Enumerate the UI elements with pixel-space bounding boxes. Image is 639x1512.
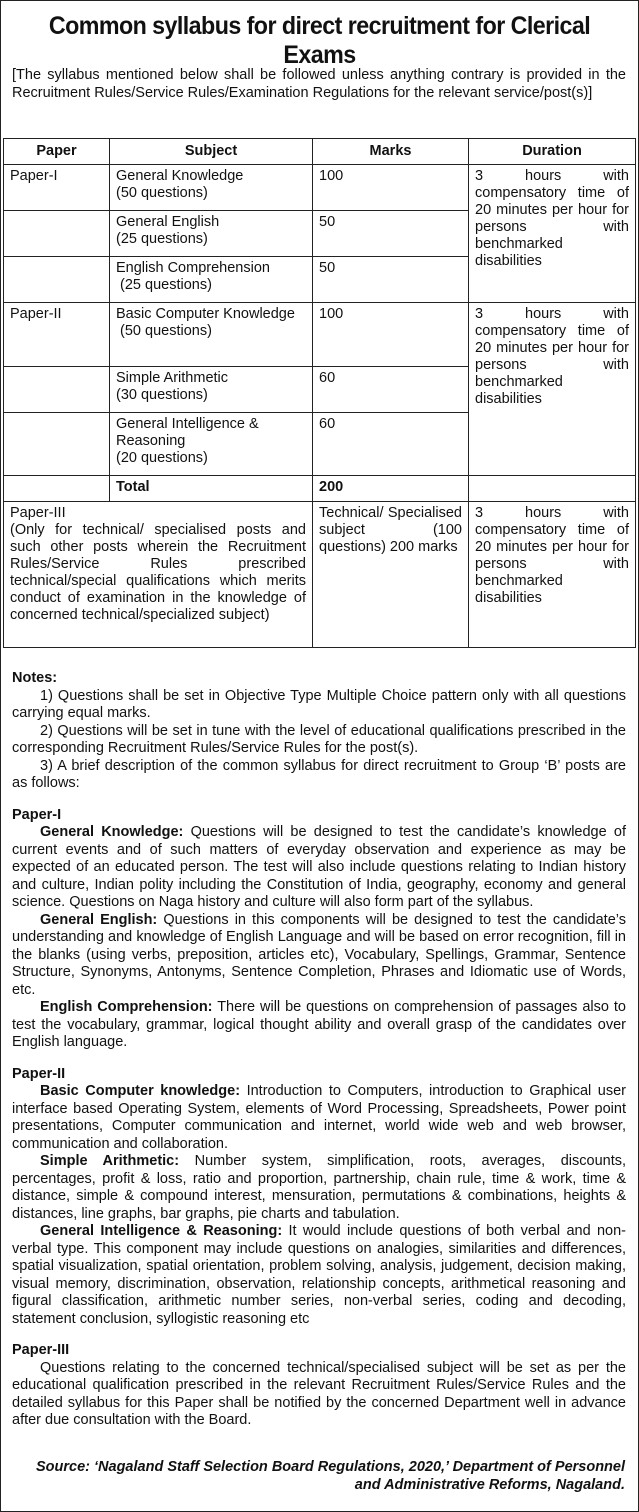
paper-label-empty <box>4 257 110 303</box>
subject-name: Basic Computer Knowledge <box>116 306 295 322</box>
notes-heading: Notes: <box>12 670 58 686</box>
paper3-description: (Only for technical/ specialised posts and such other posts wherein the Recruitment Rules/Service Rules prescribed technical/special qualifications which merits conduct of examination in the knowledge of concerned technical/specialized subject) <box>10 522 306 623</box>
paper3-cell <box>4 502 313 648</box>
paper-label: Paper-II <box>4 303 110 367</box>
subject-cell <box>110 367 313 413</box>
marks-cell: 100 <box>313 165 469 211</box>
english-comprehension-paragraph <box>12 999 626 1052</box>
table-row <box>4 502 636 648</box>
table-header-row <box>4 139 636 165</box>
subject-cell <box>110 413 313 476</box>
section-label: General Intelligence & Reasoning: <box>40 1223 283 1239</box>
marks-cell: 60 <box>313 413 469 476</box>
section-label: General English: <box>40 911 158 928</box>
header-subject: Subject <box>110 139 313 165</box>
table-row <box>4 165 636 211</box>
subject-cell <box>110 257 313 303</box>
question-count: (50 questions) <box>116 323 212 339</box>
total-label: Total <box>110 476 313 502</box>
marks-cell: 60 <box>313 367 469 413</box>
duration-cell: 3 hours with compensatory time of 20 minutes per hour for persons with benchmarked disabilities <box>469 303 636 476</box>
source-credit: Source: ‘Nagaland Staff Selection Board Regulations, 2020,’ Department of Personnel and Administrative Reforms, Nagaland. <box>36 1459 625 1493</box>
paper-label-empty <box>4 367 110 413</box>
paper-label-empty <box>4 211 110 257</box>
basic-computer-paragraph <box>12 1083 626 1153</box>
paper2-heading: Paper-II <box>12 1065 66 1082</box>
subject-name: General English <box>116 214 220 230</box>
syllabus-table <box>3 138 636 648</box>
note-item: 1) Questions shall be set in Objective Type Multiple Choice pattern only with all questions carrying equal marks. <box>12 687 626 721</box>
header-duration: Duration <box>469 139 636 165</box>
section-text: There will be questions on comprehension of passages also to test the vocabulary, grammar, logical thought ability and overall grasp of the candidates over English language. <box>12 999 626 1050</box>
paper1-heading: Paper-I <box>12 806 62 823</box>
section-text: Number system, simplification, roots, averages, discounts, percentages, profit & loss, ratio and proportion, partnership, chain rule, time & work, time & distance, simple & compound interest, mensuration, permutations & combinations, heights & distances, line graphs, bar graphs, pie charts and tabulation. <box>12 1153 627 1222</box>
question-count: (25 questions) <box>116 231 208 247</box>
section-label: English Comprehension: <box>40 999 213 1015</box>
page-title: Common syllabus for direct recruitment for Clerical Exams <box>48 12 591 69</box>
paper-label-empty <box>4 476 110 502</box>
intro-note: [The syllabus mentioned below shall be followed unless anything contrary is provided in the Recruitment Rules/Service Rules/Examination Regulations for the relevant service/post(s)] <box>12 67 626 101</box>
marks-cell: 50 <box>313 257 469 303</box>
total-marks: 200 <box>313 476 469 502</box>
question-count: (50 questions) <box>116 185 208 201</box>
section-label: Basic Computer knowledge: <box>40 1083 241 1099</box>
subject-name: English Comprehension <box>116 260 270 276</box>
subject-name: General Knowledge <box>116 168 244 184</box>
marks-cell: 100 <box>313 303 469 367</box>
duration-cell: 3 hours with compensatory time of 20 minutes per hour for persons with benchmarked disabilities <box>469 502 636 648</box>
header-paper: Paper <box>4 139 110 165</box>
notes-section <box>12 670 626 1430</box>
subject-name: Simple Arithmetic <box>116 370 229 386</box>
reasoning-paragraph <box>12 1223 626 1328</box>
total-row <box>4 476 636 502</box>
paper-label-empty <box>4 413 110 476</box>
general-english-paragraph <box>12 912 626 1000</box>
simple-arithmetic-paragraph <box>12 1153 626 1223</box>
question-count: (25 questions) <box>116 277 212 293</box>
section-text: Questions in this components will be designed to test the candidate’s understanding and knowledge of English Language and will be based on error recognition, fill in the blanks (using verbs, preposition, articles etc), Vocabulary, Spellings, Grammar, Sentence Structure, Synonyms, Antonyms, Sentence Completion, Phrases and Idiomatic use of Words, etc. <box>12 911 626 998</box>
subject-cell <box>110 211 313 257</box>
header-marks: Marks <box>313 139 469 165</box>
question-count: (30 questions) <box>116 387 208 403</box>
section-text: Introduction to Computers, introduction to Graphical user interface based Operating System, elements of Word Processing, Spreadsheets, Power point presentations, Computer communication and internet, world wide web and web browser, communication and collaboration. <box>12 1083 627 1152</box>
paper3-paragraph: Questions relating to the concerned technical/specialised subject will be set as per the educational qualification prescribed in the relevant Recruitment Rules/Service Rules and the detailed syllabus for this Paper shall be notified by the concerned Department well in advance after due consultation with the Board. <box>12 1359 626 1428</box>
section-text: Questions will be designed to test the candidate’s knowledge of current events and of such matters of everyday observation and experience as may be expected of an educated person. The test will also include questions relating to Indian history and culture, Indian polity including the Constitution of India, geography, economy and general science. Questions on Naga history and culture will also form part of the syllabus. <box>12 824 626 910</box>
section-text: It would include questions of both verbal and non-verbal type. This component may include questions on analogies, similarities and differences, spatial visualization, spatial orientation, problem solving, analysis, judgement, decision making, visual memory, discrimination, observation, relationship concepts, arithmetical reasoning and figural classification, arithmetic number series, non-verbal series, coding and decoding, statement conclusion, syllogistic reasoning etc <box>12 1223 626 1327</box>
question-count: (20 questions) <box>116 450 208 466</box>
note-item: 2) Questions will be set in tune with the level of educational qualifications prescribed in the corresponding Recruitment Rules/Service Rules for the post(s). <box>12 722 626 756</box>
duration-cell: 3 hours with compensatory time of 20 minutes per hour for persons with benchmarked disabilities <box>469 165 636 303</box>
table-row <box>4 303 636 367</box>
section-label: Simple Arithmetic: <box>40 1153 180 1169</box>
general-knowledge-paragraph <box>12 824 626 912</box>
subject-cell <box>110 165 313 211</box>
paper-label: Paper-I <box>4 165 110 211</box>
duration-empty <box>469 476 636 502</box>
subject-cell <box>110 303 313 367</box>
section-label: General Knowledge: <box>40 824 184 840</box>
subject-name: General Intelligence & Reasoning <box>116 416 259 449</box>
paper-label: Paper-III <box>10 505 66 521</box>
paper3-heading: Paper-III <box>12 1342 70 1358</box>
marks-cell: Technical/ Specialised subject (100 questions) 200 marks <box>313 502 469 648</box>
note-item: 3) A brief description of the common syllabus for direct recruitment to Group ‘B’ posts are as follows: <box>12 757 626 791</box>
marks-cell: 50 <box>313 211 469 257</box>
